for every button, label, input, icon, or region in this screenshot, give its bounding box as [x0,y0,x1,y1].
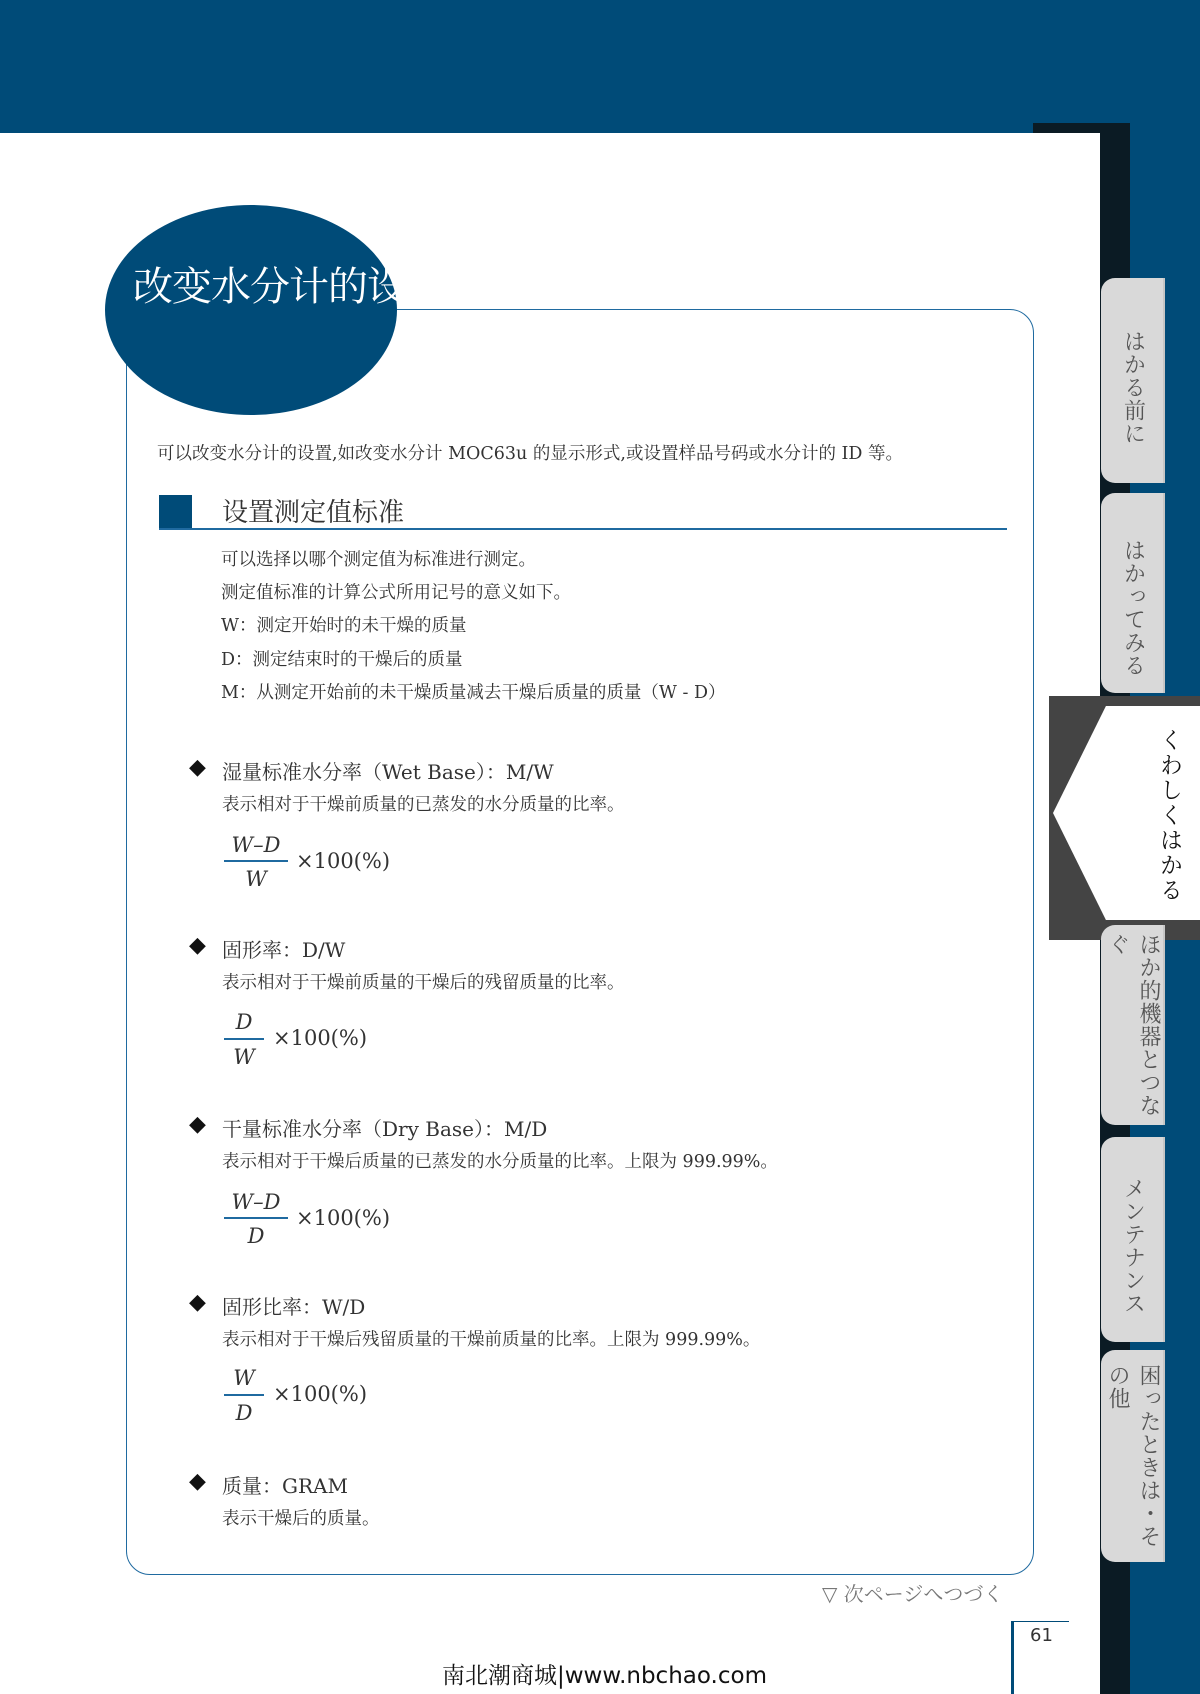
tab-before-measuring[interactable] [1101,278,1165,483]
formula-numerator: W [233,1366,255,1390]
tab-label: はかってみる [1120,539,1146,677]
tab-troubleshooting[interactable] [1101,1350,1165,1562]
formula-denominator: D [235,1401,253,1425]
section-line: 可以选择以哪个测定值为标准进行测定。 [221,550,536,570]
item-heading: 固形率：D/W [222,938,346,962]
formula-multiplier: ×100(%) [273,1026,368,1050]
formula-numerator: W–D [231,833,281,857]
section-title: 设置测定值标准 [222,498,405,528]
tab-try-measuring[interactable] [1101,493,1165,693]
tab-maintenance[interactable] [1101,1137,1165,1342]
page-number: 61 [1030,1625,1053,1646]
section-line: M：从测定开始前的未干燥质量减去干燥后质量的质量（W - D） [221,683,726,703]
bullet-diamond: ◆ [189,1469,206,1494]
item-description: 表示相对于干燥前质量的已蒸发的水分质量的比率。 [222,795,625,815]
section-rule [159,528,1007,530]
section-line: W：测定开始时的未干燥的质量 [221,616,467,636]
header-band [0,0,1200,133]
bullet-diamond: ◆ [189,933,206,958]
formula-numerator: W–D [231,1190,281,1214]
watermark: 南北潮商城|www.nbchao.com [442,1663,767,1689]
item-heading: 固形比率：W/D [222,1295,366,1319]
item-heading: 质量：GRAM [222,1474,348,1498]
bullet-diamond: ◆ [189,1112,206,1137]
formula-denominator: W [233,1045,255,1069]
tab-label: ほか的機器とつなぐ [1105,933,1161,1117]
item-description: 表示干燥后的质量。 [222,1509,380,1529]
formula-multiplier: ×100(%) [296,849,391,873]
bullet-diamond: ◆ [189,755,206,780]
section-line: 测定值标准的计算公式所用记号的意义如下。 [221,583,571,603]
formula-multiplier: ×100(%) [273,1382,368,1406]
item-heading: 干量标准水分率（Dry Base）：M/D [222,1117,548,1141]
item-description: 表示相对于干燥后质量的已蒸发的水分质量的比率。上限为 999.99%。 [222,1152,778,1172]
formula-multiplier: ×100(%) [296,1206,391,1230]
formula-denominator: D [247,1224,265,1248]
tab-connect-devices[interactable] [1101,925,1165,1125]
formula-numerator: D [235,1010,253,1034]
fraction-bar [224,1038,264,1040]
tab-label: メンテナンス [1120,1177,1146,1315]
item-description: 表示相对于干燥后残留质量的干燥前质量的比率。上限为 999.99%。 [222,1330,761,1350]
tab-label: はかる前に [1120,330,1146,445]
fraction-bar [224,1217,288,1219]
section-marker [159,495,192,528]
bullet-diamond: ◆ [189,1290,206,1315]
section-line: D：测定结束时的干燥后的质量 [221,650,463,670]
item-description: 表示相对于干燥前质量的干燥后的残留质量的比率。 [222,973,625,993]
page-title: 改变水分计的设置 [133,264,445,310]
intro-text: 可以改变水分计的设置,如改变水分计 MOC63u 的显示形式,或设置样品号码或水分计的 ID 等。 [157,444,904,464]
formula-denominator: W [245,867,267,891]
fraction-bar [224,1394,264,1396]
tab-label: 困ったときは・その他 [1105,1364,1161,1548]
tab-active-label: くわしくはかる [1156,728,1182,903]
fraction-bar [224,860,288,862]
continue-note: ▽ 次ページへつづく [822,1582,1004,1606]
item-heading: 湿量标准水分率（Wet Base）：M/W [222,760,554,784]
